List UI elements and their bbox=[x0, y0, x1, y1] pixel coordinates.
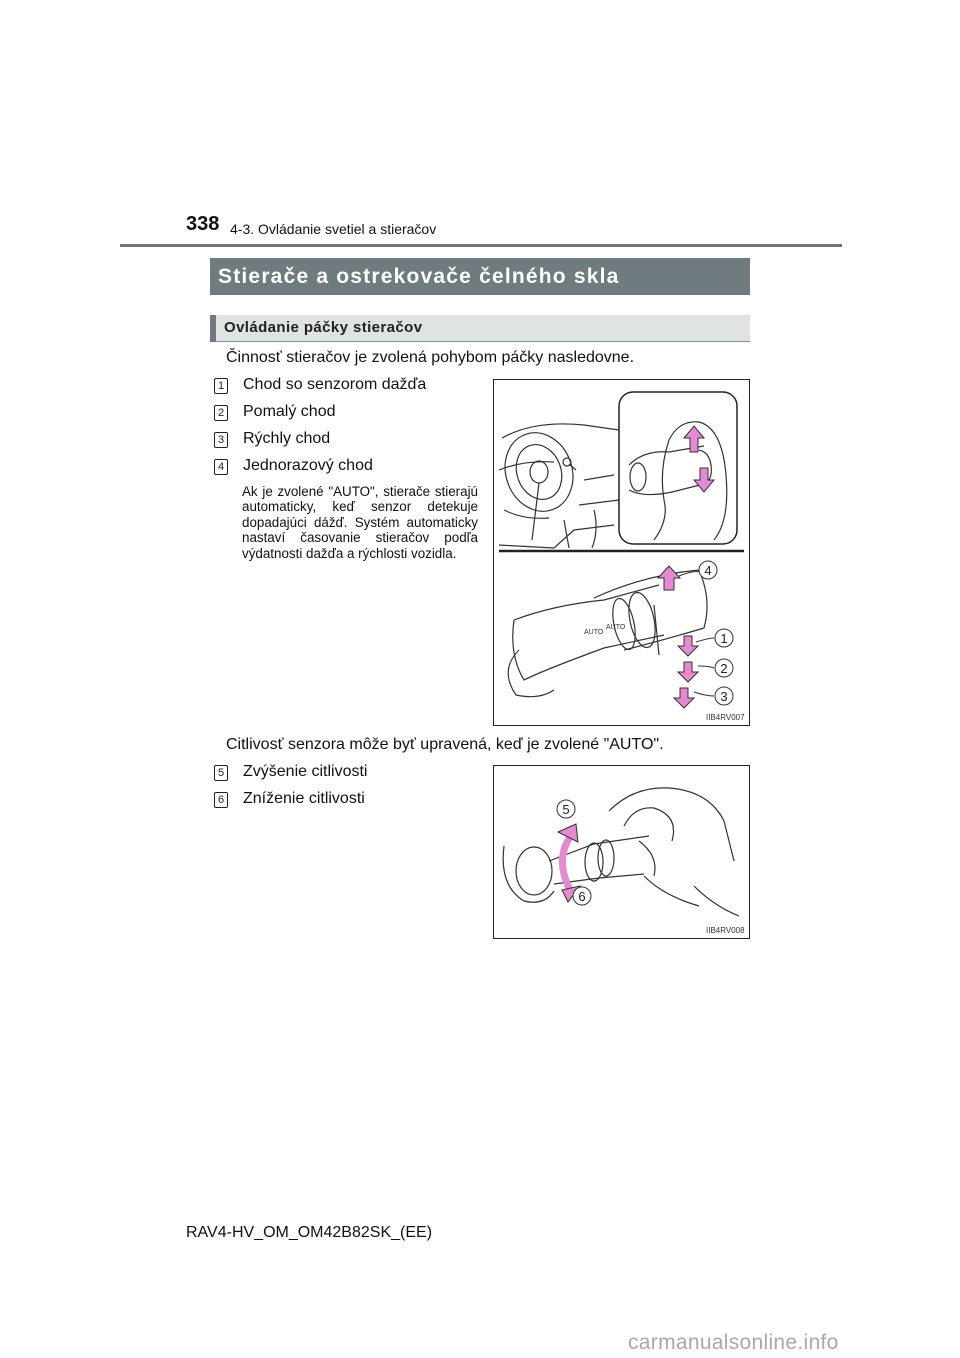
arrow-auto-icon bbox=[678, 636, 698, 656]
wiper-lever-illustration bbox=[494, 380, 749, 725]
footer-code: RAV4-HV_OM_OM42B82SK_(EE) bbox=[186, 1224, 433, 1241]
arrow-mist-icon bbox=[658, 566, 680, 590]
figure-code: IIB4RV008 bbox=[706, 926, 745, 935]
arrow-high-icon bbox=[674, 688, 694, 708]
section-heading: 4-3. Ovládanie svetiel a stieračov bbox=[230, 221, 437, 237]
page-number: 338 bbox=[186, 213, 220, 235]
arrow-low-icon bbox=[678, 662, 698, 682]
watermark: carmanualsonline.info bbox=[628, 1331, 839, 1354]
list-item: Rýchly chod bbox=[243, 430, 331, 447]
sensitivity-illustration bbox=[494, 766, 749, 938]
lever-auto-label-1: AUTO bbox=[584, 629, 604, 636]
list-item: Zníženie citlivosti bbox=[243, 790, 365, 807]
page-title: Stierače a ostrekovače čelného skla bbox=[218, 265, 620, 288]
lever-auto-label-2: AUTO bbox=[606, 624, 626, 631]
callout-4: 4 bbox=[704, 563, 712, 578]
figure-code: IIB4RV007 bbox=[706, 713, 745, 722]
list-item: Chod so senzorom dažďa bbox=[243, 376, 427, 393]
item-number-badge: 6 bbox=[214, 792, 228, 808]
list-item: Zvýšenie citlivosti bbox=[243, 763, 368, 780]
auto-note: Ak je zvolené "AUTO", stierače stierajú automaticky, keď senzor detekuje dopadajúci dážď. Systém automaticky nastaví časovanie stieračov podľa výdatnosti dažďa a rýchlosti vozidla. bbox=[242, 484, 478, 561]
item-number-badge: 2 bbox=[214, 405, 228, 421]
item-number-badge: 1 bbox=[214, 378, 228, 394]
subsection-accent bbox=[210, 315, 216, 342]
figure-wiper-lever bbox=[493, 379, 750, 726]
item-number-badge: 5 bbox=[214, 765, 228, 781]
inset-frame bbox=[619, 392, 737, 544]
callout-3: 3 bbox=[720, 689, 728, 704]
header-divider bbox=[120, 244, 842, 247]
item-number-badge: 4 bbox=[214, 459, 228, 475]
callout-5: 5 bbox=[562, 802, 570, 817]
item-number-badge: 3 bbox=[214, 432, 228, 448]
intro-text: Činnosť stieračov je zvolená pohybom páčky nasledovne. bbox=[226, 349, 635, 366]
callout-2: 2 bbox=[720, 661, 728, 676]
list-item: Pomalý chod bbox=[243, 403, 336, 420]
figure-sensitivity-ring bbox=[493, 765, 750, 939]
sensitivity-intro: Citlivosť senzora môže byť upravená, keď je zvolené "AUTO". bbox=[226, 736, 664, 753]
list-item: Jednorazový chod bbox=[243, 457, 373, 474]
callout-1: 1 bbox=[720, 631, 728, 646]
callout-6: 6 bbox=[578, 889, 586, 904]
subsection-title: Ovládanie páčky stieračov bbox=[224, 319, 423, 336]
